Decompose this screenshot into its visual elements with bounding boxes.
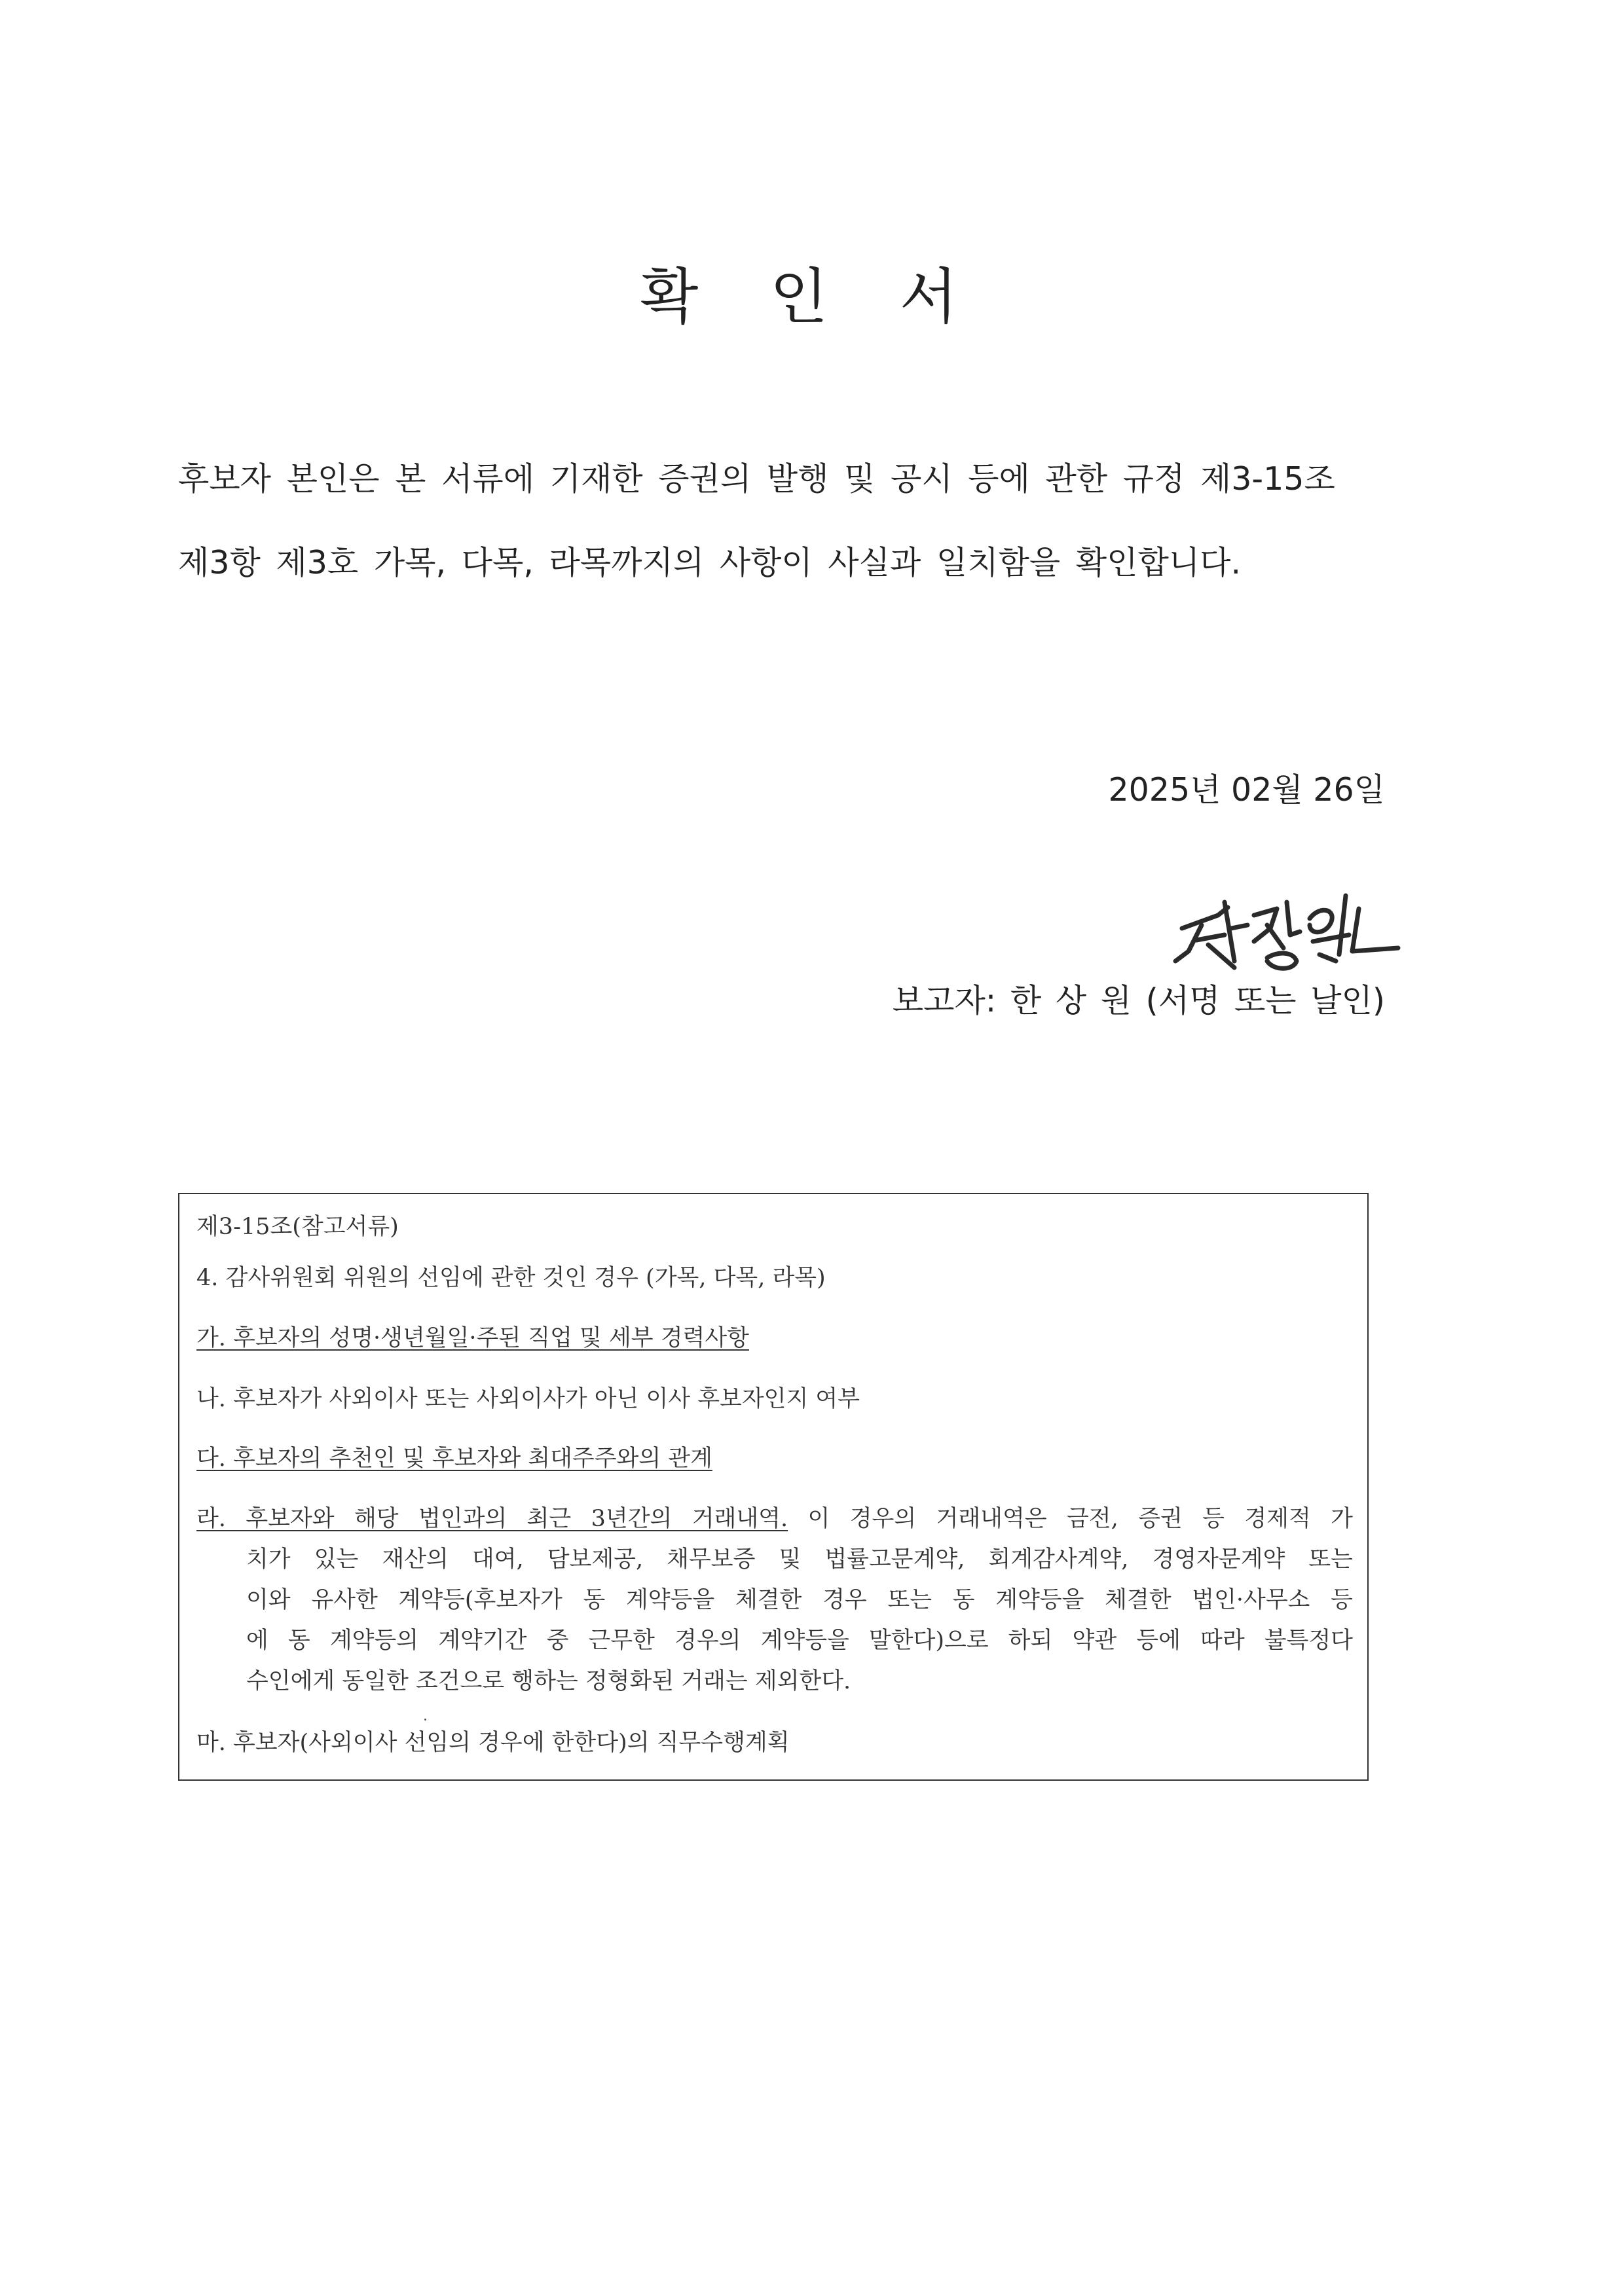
reference-item-na: 나. 후보자가 사외이사 또는 사외이사가 아닌 이사 후보자인지 여부: [196, 1386, 860, 1412]
reference-item-ra-underlined: 라. 후보자와 해당 법인과의 최근 3년간의 거래내역.: [196, 1506, 788, 1532]
reference-item-ra-line-5: 수인에게 동일한 조건으로 행하는 정형화된 거래는 제외한다.: [246, 1668, 851, 1694]
reference-item-ra-continuation: 이 경우의 거래내역은 금전, 증권 등 경제적 가: [788, 1506, 1353, 1532]
handwritten-signature: [1162, 889, 1411, 981]
reference-item-ra-line-2: 치가 있는 재산의 대여, 담보제공, 채무보증 및 법률고문계약, 회계감사계약, 경영자문계약 또는: [246, 1546, 1353, 1573]
scan-speck: [424, 1719, 426, 1721]
reference-item-ra-line-3: 이와 유사한 계약등(후보자가 동 계약등을 체결한 경우 또는 동 계약등을 체결한 법인·사무소 등: [246, 1587, 1353, 1613]
reporter-line: 보고자: 한 상 원 (서명 또는 날인): [892, 982, 1385, 1019]
reference-item-ga: 가. 후보자의 성명·생년월일·주된 직업 및 세부 경력사항: [196, 1325, 749, 1351]
reference-item-4: 4. 감사위원회 위원의 선임에 관한 것인 경우 (가목, 다목, 라목): [196, 1265, 826, 1291]
statement-line-2: 제3항 제3호 가목, 다목, 라목까지의 사항이 사실과 일치함을 확인합니다.: [178, 544, 1242, 581]
page-title: 확 인 서: [640, 262, 984, 332]
reference-item-ra-line-1: [196, 1501, 1353, 1533]
confirmation-statement: [178, 437, 1462, 605]
statement-line-1: 후보자 본인은 본 서류에 기재한 증권의 발행 및 공시 등에 관한 규정 제3-15조: [178, 460, 1335, 498]
reference-item-da: 다. 후보자의 추천인 및 후보자와 최대주주와의 관계: [196, 1446, 712, 1472]
reference-box: [178, 1193, 1369, 1781]
reference-heading: 제3-15조(참고서류): [196, 1214, 399, 1240]
reference-item-ra-line-4: 에 동 계약등의 계약기간 중 근무한 경우의 계약등을 말한다)으로 하되 약관 등에 따라 불특정다: [246, 1628, 1353, 1654]
document-date: 2025년 02월 26일: [1108, 771, 1385, 809]
reference-item-ma: 마. 후보자(사외이사 선임의 경우에 한한다)의 직무수행계획: [196, 1730, 790, 1756]
